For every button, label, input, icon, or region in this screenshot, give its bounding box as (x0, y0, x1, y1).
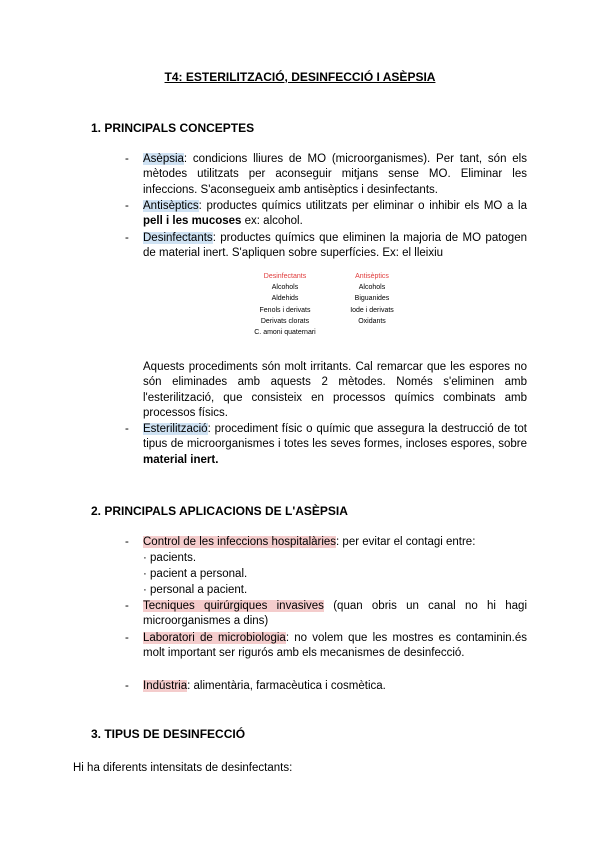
sub-item: · pacient a personal. (143, 568, 248, 580)
example-antiseptics: ex: alcohol. (241, 215, 303, 228)
table-cell: Alcohols (358, 284, 386, 292)
bullet-dash: - (125, 680, 129, 692)
table-column-desinfectants (246, 271, 324, 338)
emphasis-pell-mucoses: pell i les mucoses (143, 215, 242, 228)
table-cell: Aldehids (271, 295, 299, 303)
list-item-industria (125, 679, 527, 694)
list-item-asepsia (125, 152, 527, 198)
term-laboratori: Laboratori de microbiologia (143, 632, 286, 644)
section-heading-1: 1. PRINCIPALS CONCEPTES (91, 121, 255, 135)
table-column-antiseptics (336, 271, 408, 327)
table-cell: C. amoni quaternari (254, 329, 316, 337)
definition-laboratori: : no volem que les mostres es contaminin.és molt important ser rigurós amb els mecanismes de desinfecció. (143, 632, 528, 660)
table-cell: Oxidants (358, 317, 386, 325)
paragraph-intensitats: Hi ha diferents intensitats de desinfectants: (73, 762, 293, 774)
list-item-desinfectants (125, 231, 527, 262)
table-cell: Fenols i derivats (259, 306, 311, 314)
term-antiseptics: Antisèptics (143, 200, 199, 212)
list-item-antiseptics (125, 199, 527, 230)
definition-industria: : alimentària, farmacèutica i cosmètica. (187, 680, 386, 692)
definition-desinfectants: : productes químics que eliminen la majoria de MO patogen de material inert. S'apliquen sobre superfícies. Ex: el lleixiu (143, 232, 527, 260)
definition-esterilitzacio: : procediment físic o químic que assegura la destrucció de tot tipus de microorganismes i totes les seves formes, incloses espores, sobre (143, 423, 527, 451)
definition-control-infeccions: : per evitar el contagi entre: (336, 536, 476, 548)
document-title: T4: ESTERILITZACIÓ, DESINFECCIÓ I ASÈPSIA (164, 70, 436, 84)
table-cell: Alcohols (271, 284, 299, 292)
definition-tecniques-quirurgiques: (quan obris un canal no hi hagi microorganismes a dins) (143, 600, 527, 628)
bullet-dash: - (125, 200, 129, 212)
table-header-antiseptics: Antisèptics (355, 273, 389, 280)
term-industria: Indústria (143, 680, 188, 692)
term-esterilitzacio: Esterilització (143, 423, 208, 435)
section-heading-3: 3. TIPUS DE DESINFECCIÓ (91, 727, 246, 741)
list-item-laboratori (125, 631, 528, 662)
sub-item: · personal a pacient. (143, 584, 248, 596)
list-item-esterilitzacio (125, 422, 527, 468)
term-control-infeccions: Control de les infeccions hospitalàries (143, 536, 337, 548)
table-header-desinfectants: Desinfectants (263, 273, 307, 280)
bullet-dash: - (125, 632, 129, 644)
bullet-dash: - (125, 536, 129, 548)
term-desinfectants: Desinfectants (143, 232, 213, 244)
section-heading-2: 2. PRINCIPALS APLICACIONS DE L'ASÈPSIA (91, 504, 348, 518)
list-item-tecniques-quirurgiques (125, 599, 527, 630)
bullet-dash: - (125, 423, 129, 435)
table-cell: Iode i derivats (350, 306, 394, 314)
bullet-dash: - (125, 232, 129, 244)
table-cell: Biguanides (354, 295, 390, 303)
emphasis-material-inert: material inert. (143, 453, 219, 466)
bullet-dash: - (125, 600, 129, 612)
bullet-dash: - (125, 153, 129, 165)
definition-antiseptics: : productes químics utilitzats per eliminar o inhibir els MO a la (198, 200, 527, 212)
term-tecniques-quirurgiques: Tecniques quirúrgiques invasives (143, 600, 324, 612)
list-item-control-infeccions (125, 535, 527, 550)
term-asepsia: Asèpsia (143, 153, 184, 165)
sub-item: · pacients. (143, 552, 197, 564)
definition-asepsia: : condicions lliures de MO (microorganismes). Per tant, són els mètodes utilitzats per aconseguir mitjans sense MO. Eliminar les infeccions. S'aconsegueix amb antisèptics i desinfectants. (143, 153, 527, 196)
paragraph-irritants: Aquests procediments són molt irritants. Cal remarcar que les espores no són eliminades amb aquests 2 mètodes. Només s'eliminen amb l'esterilització, que consisteix en processos químics combinats amb processos físics. (143, 361, 527, 420)
table-cell: Derivats clorats (260, 317, 310, 325)
